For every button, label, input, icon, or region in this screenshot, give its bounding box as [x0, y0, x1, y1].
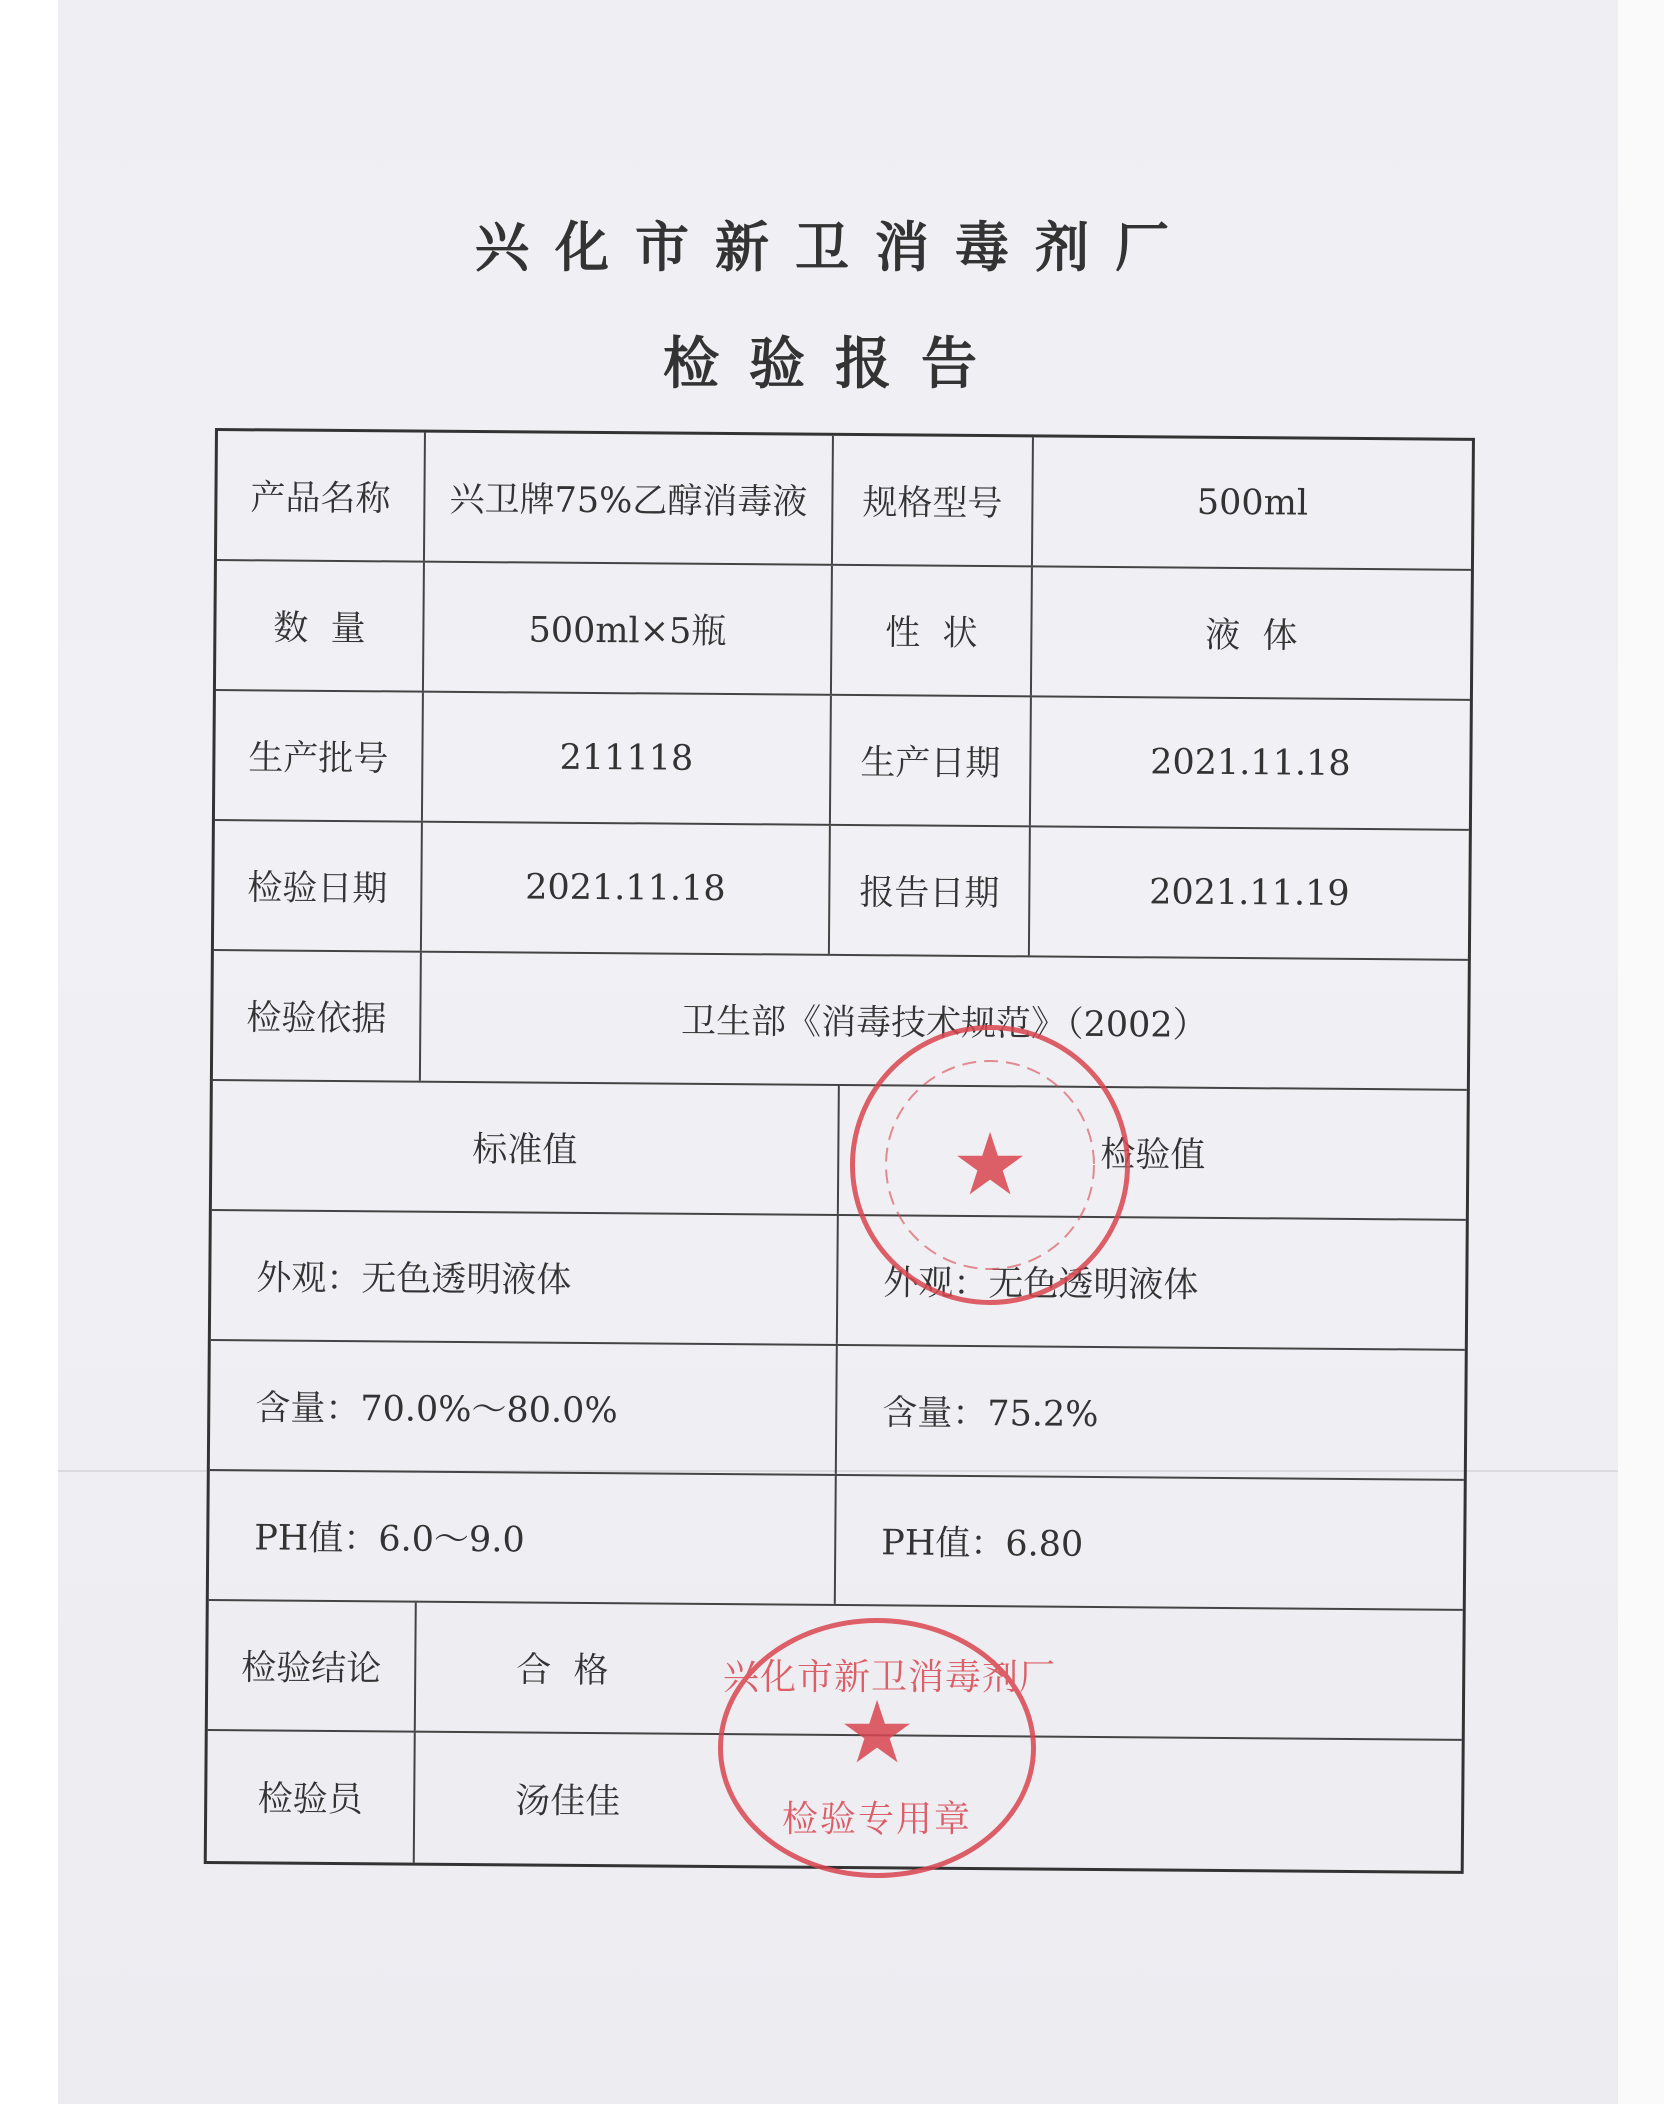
- basis-row: [213, 951, 1468, 1091]
- result-row: [211, 1211, 1466, 1351]
- value-form: 液 体: [1205, 615, 1298, 657]
- inspection-seal-bottom-text: 检验专用章: [781, 1799, 972, 1840]
- label-spec: 规格型号: [833, 436, 1034, 566]
- label-quantity: 数 量: [216, 561, 425, 691]
- value-spec: 500ml: [1196, 482, 1309, 524]
- value-report-date: 2021.11.19: [1149, 872, 1350, 914]
- header-standard-value: 标准值: [212, 1081, 840, 1214]
- company-title: 兴化市新卫消毒剂厂: [475, 216, 1195, 279]
- value-batch-no: 211118: [423, 693, 832, 824]
- label-inspection-date: 检验日期: [214, 821, 423, 951]
- value-conclusion: 合 格: [516, 1650, 609, 1692]
- label-form: 性 状: [832, 566, 1033, 696]
- inspection-seal-ring-text: 兴化市新卫消毒剂厂: [723, 1657, 1057, 1698]
- report-title: 检验报告: [663, 332, 1007, 397]
- label-conclusion: 检验结论: [208, 1601, 417, 1731]
- inspection-seal: [718, 1618, 1057, 1878]
- label-product-name: 产品名称: [217, 431, 426, 561]
- value-production-date: 2021.11.18: [1150, 742, 1351, 784]
- result-row: [209, 1471, 1464, 1611]
- star-icon: ★: [838, 1683, 916, 1783]
- company-seal: [850, 1025, 1130, 1305]
- label-inspector: 检验员: [207, 1731, 416, 1863]
- header-measured-value: 检验值: [1100, 1134, 1206, 1176]
- standard-appearance: 外观：无色透明液体: [211, 1211, 839, 1344]
- info-row: [215, 691, 1470, 831]
- scan-margin: [1618, 0, 1664, 2104]
- info-row: [214, 821, 1469, 961]
- info-row: [217, 431, 1472, 571]
- label-production-date: 生产日期: [831, 696, 1032, 826]
- value-quantity: 500ml×5瓶: [424, 563, 833, 694]
- measured-ph: PH值：6.80: [881, 1523, 1084, 1565]
- measured-content: 含量：75.2%: [882, 1393, 1099, 1435]
- results-header-row: [212, 1081, 1467, 1221]
- value-inspector: 汤佳佳: [515, 1781, 621, 1823]
- standard-ph: PH值：6.0～9.0: [209, 1471, 837, 1604]
- label-basis: 检验依据: [213, 951, 422, 1081]
- value-product-name: 兴卫牌75%乙醇消毒液: [425, 433, 834, 564]
- value-inspection-date: 2021.11.18: [422, 823, 831, 954]
- standard-content: 含量：70.0%～80.0%: [210, 1341, 838, 1474]
- label-batch-no: 生产批号: [215, 691, 424, 821]
- measured-appearance: 外观：无色透明液体: [883, 1263, 1199, 1306]
- value-basis: 卫生部《消毒技术规范》（2002）: [680, 1001, 1208, 1046]
- label-report-date: 报告日期: [830, 826, 1031, 956]
- star-icon: ★: [951, 1115, 1029, 1215]
- info-row: [216, 561, 1471, 701]
- result-row: [210, 1341, 1465, 1481]
